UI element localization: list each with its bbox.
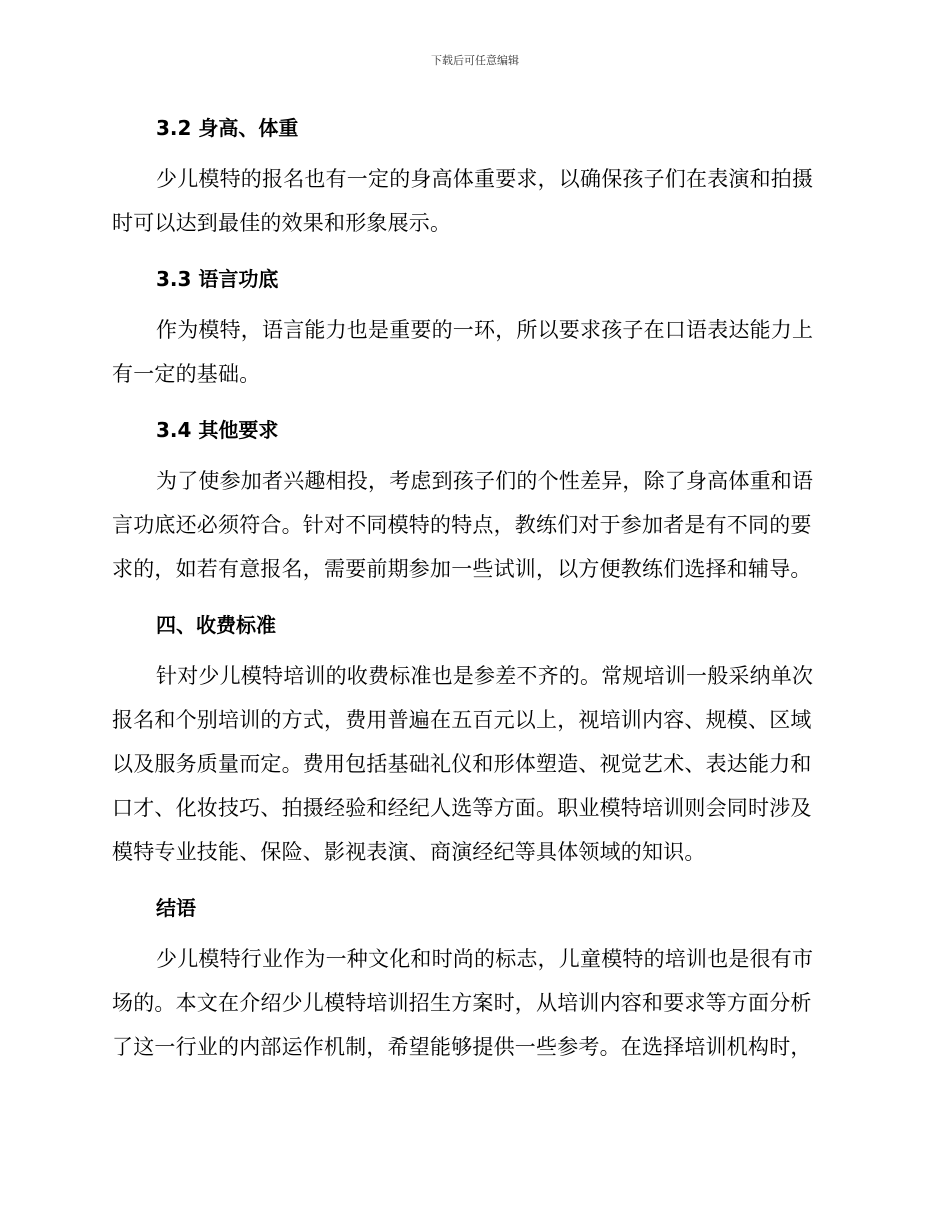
- section-paragraph-height-weight: 少儿模特的报名也有一定的身高体重要求，以确保孩子们在表演和拍摄时可以达到最佳的效果和形象展示。: [112, 167, 814, 235]
- section-heading-other-requirements: 3.4 其他要求: [156, 418, 279, 442]
- section-heading-language: 3.3 语言功底: [156, 267, 279, 291]
- section-heading-conclusion: 结语: [156, 896, 196, 920]
- section-paragraph-other-requirements: 为了使参加者兴趣相投，考虑到孩子们的个性差异，除了身高体重和语言功底还必须符合。针对不同模特的特点，教练们对于参加者是有不同的要求的，如若有意报名，需要前期参加一些试训，以方便教练们选择和辅导。: [112, 469, 814, 581]
- section-heading-fees: 四、收费标准: [156, 613, 276, 637]
- section-paragraph-fees: 针对少儿模特培训的收费标准也是参差不齐的。常规培训一般采纳单次报名和个别培训的方式，费用普遍在五百元以上，视培训内容、规模、区域以及服务质量而定。费用包括基础礼仪和形体塑造、视觉艺术、表达能力和口才、化妆技巧、拍摄经验和经纪人选等方面。职业模特培训则会同时涉及模特专业技能、保险、影视表演、商演经纪等具体领域的知识。: [112, 664, 814, 864]
- section-heading-height-weight: 3.2 身高、体重: [156, 116, 299, 140]
- section-paragraph-conclusion: 少儿模特行业作为一种文化和时尚的标志，儿童模特的培训也是很有市场的。本文在介绍少儿模特培训招生方案时，从培训内容和要求等方面分析了这一行业的内部运作机制，希望能够提供一些参考。在选择培训机构时，: [112, 947, 814, 1059]
- page-header: 下载后可任意编辑: [431, 54, 519, 67]
- document-body: [112, 108, 832, 1069]
- section-paragraph-language: 作为模特，语言能力也是重要的一环，所以要求孩子在口语表达能力上有一定的基础。: [112, 318, 814, 386]
